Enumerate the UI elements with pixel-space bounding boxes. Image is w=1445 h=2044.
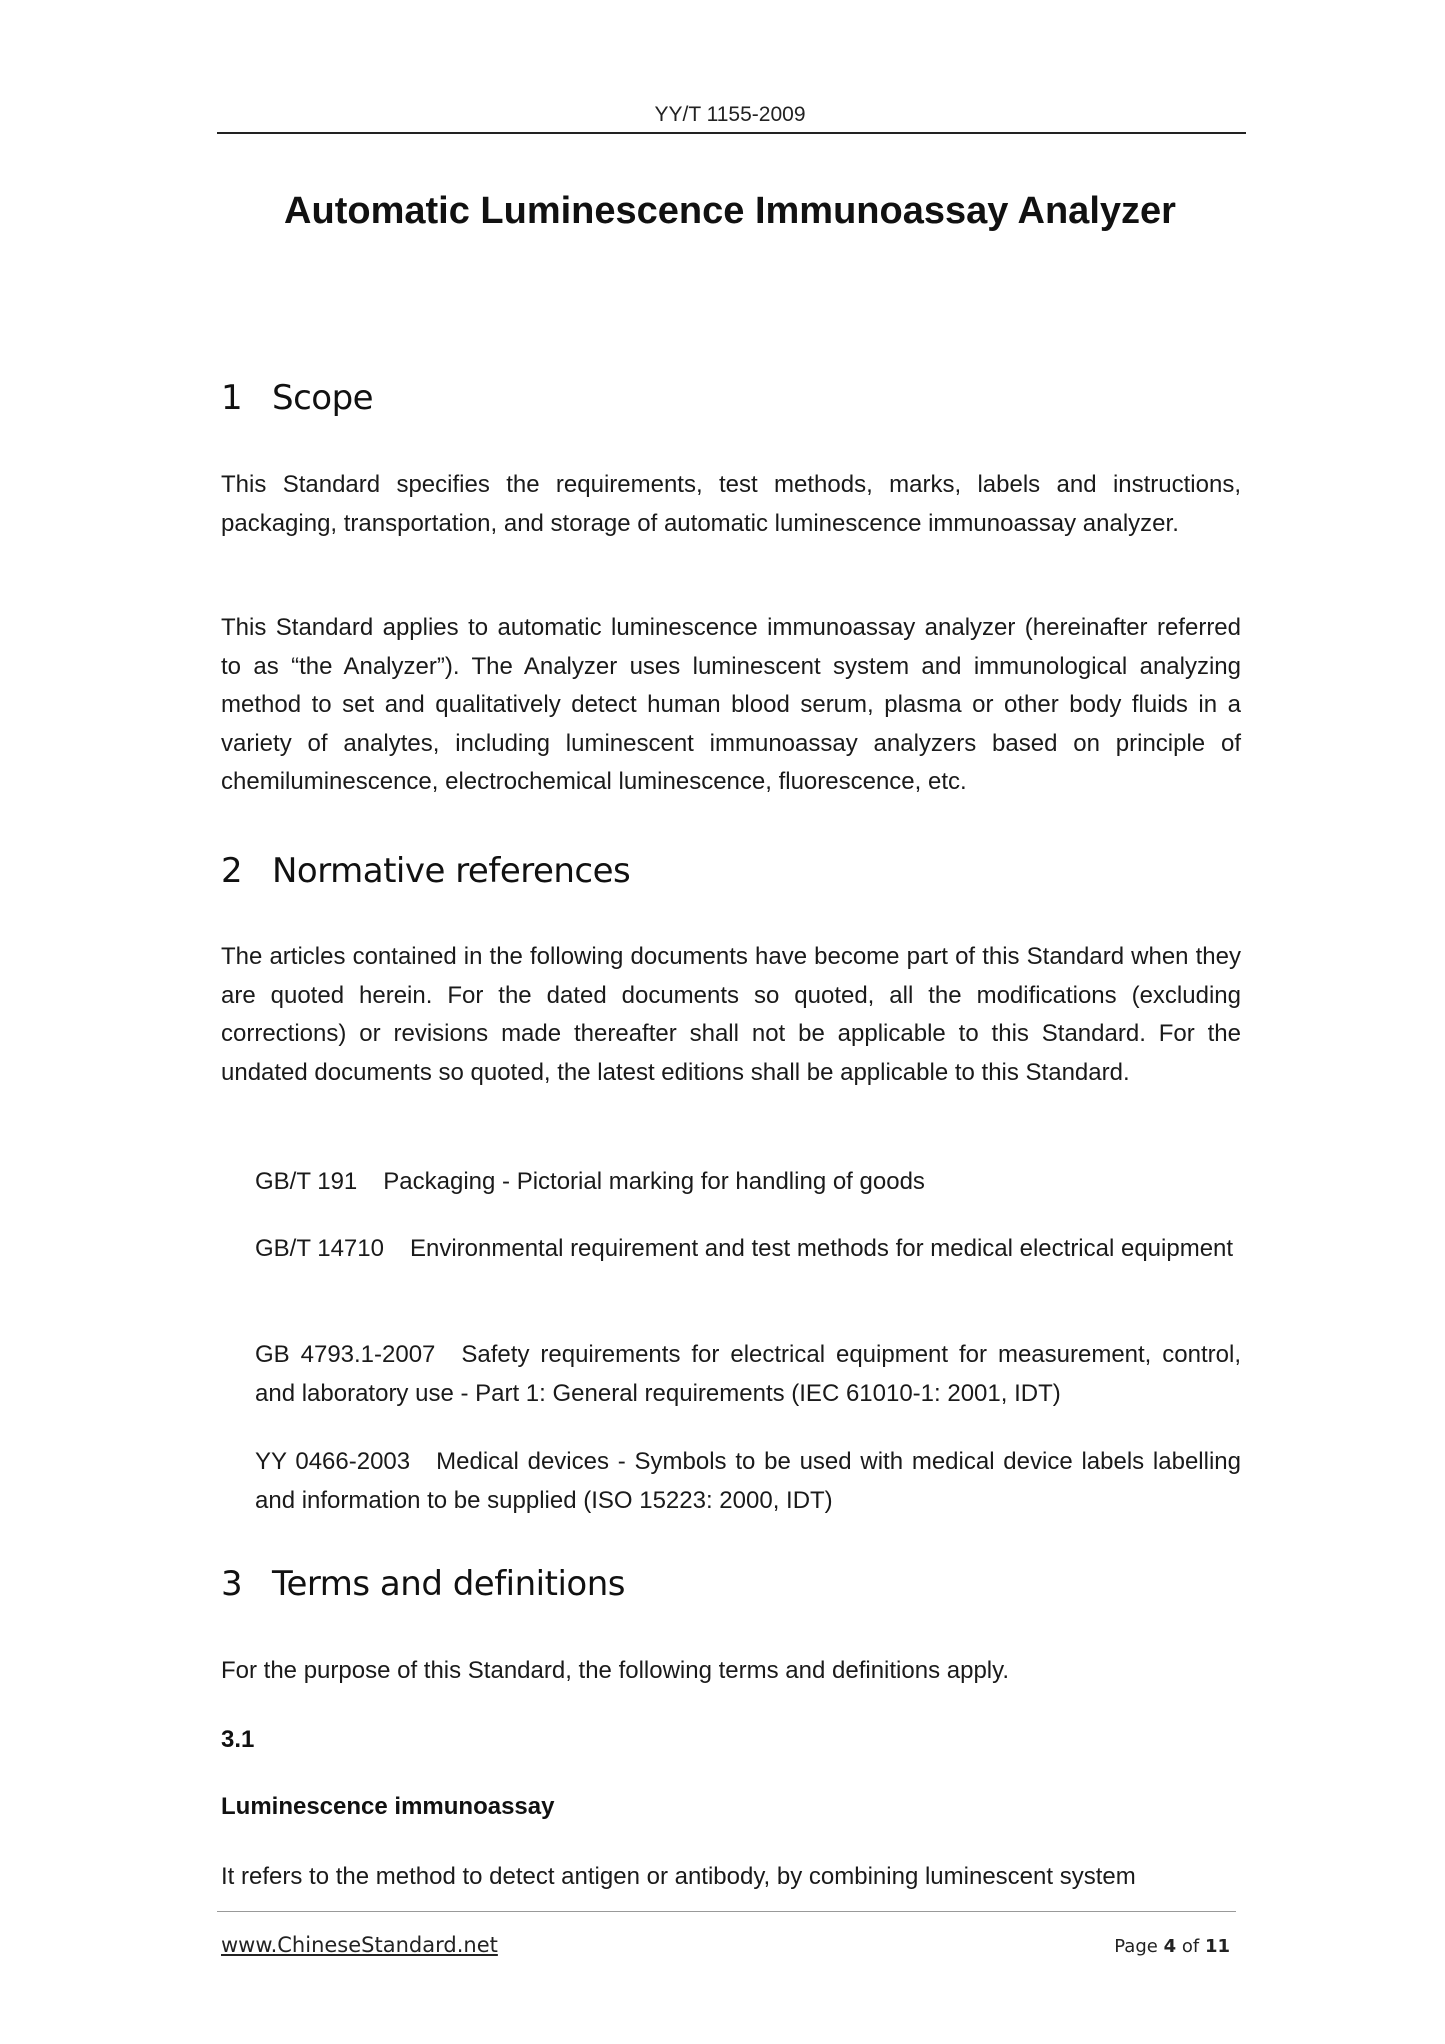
section-title: Terms and definitions — [272, 1564, 625, 1604]
page-total: 11 — [1204, 1936, 1230, 1957]
reference-title: Packaging - Pictorial marking for handling of goods — [383, 1168, 925, 1195]
section-3-heading — [221, 1564, 625, 1604]
section-2-heading — [221, 851, 630, 891]
page-indicator — [1114, 1936, 1230, 1957]
terms-intro: For the purpose of this Standard, the following terms and definitions apply. — [221, 1657, 1010, 1684]
normative-intro: The articles contained in the following documents have become part of this Standard when they are quoted herein. For the dated documents so quoted, all the modifications (excluding corrections) or revisions made thereafter shall not be applicable to this Standard. For the undated documents so quoted, the latest editions shall be applicable to this Standard. — [221, 943, 1241, 1086]
scope-paragraph-1: This Standard specifies the requirements, test methods, marks, labels and instructions, packaging, transportation, and storage of automatic luminescence immunoassay analyzer. — [221, 471, 1241, 537]
reference-item — [255, 1163, 1241, 1202]
section-title: Scope — [272, 378, 374, 418]
reference-title: Medical devices - Symbols to be used with medical device labels labelling and information to be supplied (ISO 15223: 2000, IDT) — [255, 1448, 1241, 1514]
header-divider — [217, 132, 1246, 134]
scope-paragraph-2: This Standard applies to automatic luminescence immunoassay analyzer (hereinafter referred to as “the Analyzer”). The Analyzer uses luminescent system and immunological analyzing method to set and qualitatively detect human blood serum, plasma or other body fluids in a variety of analytes, including luminescent immunoassay analyzers based on principle of chemiluminescence, electrochemical luminescence, fluorescence, etc. — [221, 614, 1241, 795]
reference-code: GB 4793.1-2007 — [255, 1341, 436, 1368]
reference-item — [255, 1230, 1241, 1269]
term-number: 3.1 — [221, 1726, 255, 1753]
website-link[interactable]: www.ChineseStandard.net — [221, 1933, 498, 1957]
term-name: Luminescence immunoassay — [221, 1793, 555, 1820]
reference-item — [255, 1336, 1241, 1413]
section-1-heading — [221, 378, 373, 418]
section-title: Normative references — [272, 851, 631, 891]
reference-title: Environmental requirement and test methods for medical electrical equipment — [409, 1235, 1234, 1262]
page-of: of — [1181, 1936, 1200, 1957]
standard-code: YY/T 1155-2009 — [654, 103, 806, 126]
reference-code: GB/T 14710 — [255, 1235, 384, 1262]
reference-title: Safety requirements for electrical equipment for measurement, control, and laboratory use - Part 1: General requirements (IEC 61010-1: 2001, IDT) — [255, 1341, 1241, 1407]
term-definition: It refers to the method to detect antigen or antibody, by combining luminescent system — [221, 1863, 1136, 1890]
section-number: 3 — [221, 1564, 243, 1604]
reference-code: GB/T 191 — [255, 1168, 358, 1195]
footer-divider — [217, 1911, 1236, 1912]
reference-item — [255, 1443, 1241, 1520]
document-title: Automatic Luminescence Immunoassay Analyzer — [284, 190, 1176, 232]
section-number: 1 — [221, 378, 243, 418]
reference-code: YY 0466-2003 — [255, 1448, 411, 1475]
page-current: 4 — [1163, 1936, 1177, 1957]
section-number: 2 — [221, 851, 243, 891]
page-prefix: Page — [1114, 1936, 1158, 1957]
